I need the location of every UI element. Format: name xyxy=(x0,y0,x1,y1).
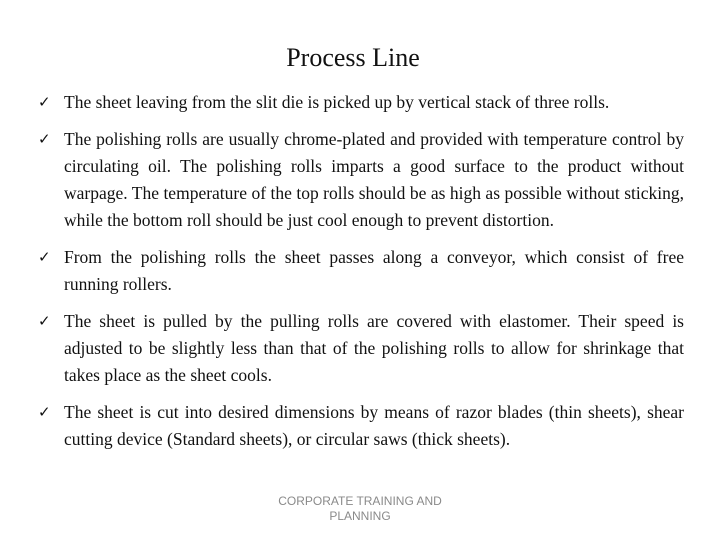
slide-title: Process Line xyxy=(286,43,420,72)
checkmark-icon: ✓ xyxy=(38,93,51,111)
bullet-list xyxy=(38,89,684,463)
footer-line: CORPORATE TRAINING AND xyxy=(278,494,442,508)
bullet-text: The sheet is pulled by the pulling rolls are covered with elastomer. Their speed is adjusted to be slightly less than that of the polishing rolls to allow for shrinkage that takes place as the sheet cools. xyxy=(64,311,684,385)
footer-line: PLANNING xyxy=(329,509,391,523)
checkmark-icon: ✓ xyxy=(38,403,51,421)
bullet-text: The polishing rolls are usually chrome-plated and provided with temperature control by circulating oil. The polishing rolls imparts a good surface to the product without warpage. The temperature of the top rolls should be as high as possible without sticking, while the bottom roll should be just cool enough to prevent distortion. xyxy=(64,129,684,230)
bullet-item xyxy=(38,308,684,389)
bullet-item xyxy=(38,399,684,453)
bullet-text: The sheet leaving from the slit die is picked up by vertical stack of three rolls. xyxy=(64,92,610,112)
checkmark-icon: ✓ xyxy=(38,248,51,266)
bullet-item xyxy=(38,89,684,116)
checkmark-icon: ✓ xyxy=(38,312,51,330)
bullet-text: The sheet is cut into desired dimensions by means of razor blades (thin sheets), shear cutting device (Standard sheets), or circular saws (thick sheets). xyxy=(64,402,684,449)
checkmark-icon: ✓ xyxy=(38,130,51,148)
bullet-item xyxy=(38,126,684,234)
bullet-item xyxy=(38,244,684,298)
footer-text xyxy=(260,494,460,524)
bullet-text: From the polishing rolls the sheet passes along a conveyor, which consist of free running rollers. xyxy=(64,247,684,294)
